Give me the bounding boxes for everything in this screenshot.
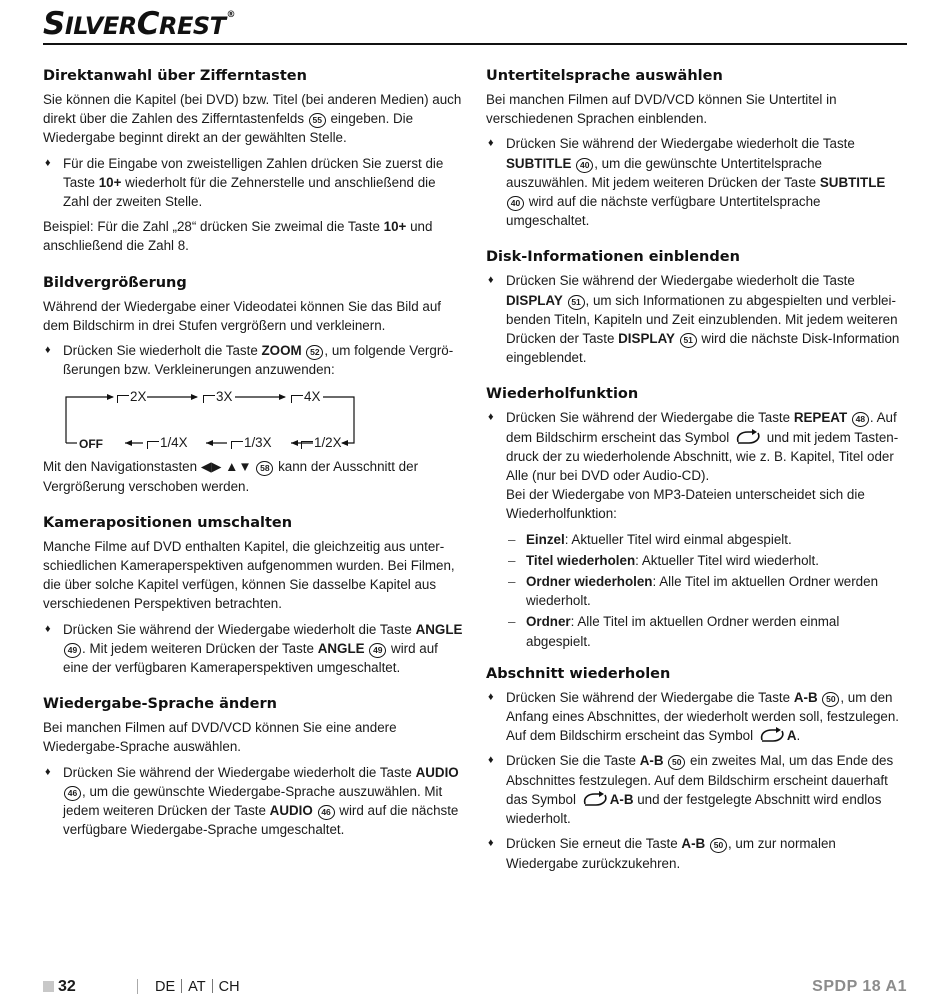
section-title: Disk-Informationen einblenden (486, 249, 740, 266)
diamond-bullet-icon: ♦ (488, 137, 494, 150)
right-column (486, 66, 907, 879)
key-number: 50 (710, 838, 727, 853)
diamond-bullet-icon: ♦ (488, 690, 494, 703)
page-marker-icon (43, 981, 54, 992)
paragraph: Während der Wiedergabe einer Videodatei können Sie das Bild auf dem Bildschirm in drei Stufen vergrößern und verkleinern. (43, 298, 442, 333)
zoom-step-2x: 2X (117, 389, 146, 405)
zoom-step-third: 1/3X (231, 435, 272, 451)
bullet-item: ♦ Drücken Sie während der Wiedergabe wiederholt die Taste SUBTITLE 40 , um die gewünschte Untertitelsprache auszuwählen. Mit jedem weiteren Drücken der Taste SUBTITLE 40 wird auf die nächste verfügbare Untertitelsprache umgeschaltet. (488, 136, 886, 229)
paragraph: Beispiel: Für die Zahl „28“ drücken Sie zweimal die Taste 10+ und anschließend die Zahl 8. (43, 219, 433, 254)
navigation-arrows-icon: ◀▶ ▲▼ (200, 459, 252, 475)
bullet-item: ♦ Drücken Sie während der Wiedergabe wiederholt die Taste ANGLE 49 . Mit jedem weiteren Drücken der Taste ANGLE 49 wird auf eine der verfügbaren Kameraperspektiven umgeschaltet. (45, 621, 463, 676)
bullet-item: ♦ Drücken Sie während der Wiedergabe die Taste REPEAT 48 . Auf dem Bildschirm erscheint das Symbol und mit jedem Tastendruck der zu wiederholende Abschnitt, wie z. B. Kapitel, Titel oder Alle (nur bei DVD oder Audio-CD). Bei der Wiedergabe von MP3-Dateien unterscheidet sich die Wiederholfunktion: (488, 410, 899, 522)
section-title: Wiederholfunktion (486, 386, 639, 403)
divider (137, 979, 138, 994)
diamond-bullet-icon: ♦ (45, 765, 51, 778)
key-number: 52 (306, 345, 323, 360)
model-number: SPDP 18 A1 (812, 978, 907, 995)
diamond-bullet-icon: ♦ (488, 837, 494, 850)
key-number: 49 (369, 643, 386, 658)
key-number: 58 (256, 461, 273, 476)
paragraph: Mit den Navigationstasten ◀▶ ▲▼ 58 kann der Ausschnitt der Vergrößerung verschoben werden. (43, 459, 419, 494)
section-title: Untertitelsprache auswählen (486, 68, 723, 84)
country-codes: DE AT CH (155, 979, 240, 995)
left-column (43, 66, 464, 845)
zoom-step-4x: 4X (291, 389, 320, 405)
paragraph: Bei manchen Filmen auf DVD/VCD können Sie Untertitel in verschiedenen Sprachen einblenden. (486, 92, 837, 127)
key-number: 40 (507, 196, 524, 211)
key-number: 48 (852, 412, 869, 427)
bullet-item: ♦ Drücken Sie während der Wiedergabe wiederholt die Taste DISPLAY 51 , um sich Informationen zu abgespielten und verbleibenden Titeln, Kapiteln und Zeit einzublenden. Mit jedem weiteren Drücken der Taste DISPLAY 51 wird die nächste Disk-Information eingeblendet. (488, 273, 900, 366)
section-title: Direktanwahl über Zifferntasten (43, 68, 307, 84)
diamond-bullet-icon: ♦ (488, 411, 494, 424)
zoom-cycle-diagram (63, 385, 363, 453)
paragraph: Manche Filme auf DVD enthalten Kapitel, die gleichzeitig aus unterschiedlichen Kameraperspektiven aufgenommen wurden. Bei Filmen, die über solche Kapitel verfügen, können Sie dasselbe Kapitel aus verschiedenen Perspektiven betrachten. (43, 538, 455, 612)
zoom-step-quarter: 1/4X (147, 435, 188, 451)
diamond-bullet-icon: ♦ (45, 156, 51, 169)
key-number: 55 (309, 113, 326, 128)
key-number: 46 (64, 786, 81, 801)
header-rule (43, 43, 907, 45)
key-number: 46 (318, 805, 335, 820)
paragraph: Sie können die Kapitel (bei DVD) bzw. Titel (bei anderen Medien) auch direkt über die Zahlen des Zifferntastenfelds 55 eingeben. Die Wiedergabe beginnt direkt an der gewählten Stelle. (43, 92, 462, 146)
list-item: – Ordner: Alle Titel im aktuellen Ordner werden einmal abgespielt. (508, 614, 840, 649)
zoom-step-3x: 3X (203, 389, 232, 405)
zoom-step-off: OFF (79, 437, 103, 452)
section-title: Kamerapositionen umschalten (43, 514, 293, 531)
key-number: 51 (568, 295, 585, 310)
repeat-icon (759, 727, 785, 743)
bullet-item: ♦ Für die Eingabe von zweistelligen Zahlen drücken Sie zuerst die Taste 10+ wiederholt für die Zehnerstelle und anschließend die Zahl der zweiten Stelle. (45, 155, 444, 210)
page-number: 32 (58, 978, 76, 995)
paragraph: Bei manchen Filmen auf DVD/VCD können Sie eine andere Wiedergabe-Sprache auswählen. (43, 720, 397, 755)
diamond-bullet-icon: ♦ (45, 344, 51, 357)
repeat-icon (735, 429, 761, 445)
brand-logo: SILVERCREST® (43, 6, 235, 42)
key-number: 40 (576, 158, 593, 173)
bullet-item: ♦ Drücken Sie erneut die Taste A-B 50 , um zur normalen Wiedergabe zurückzukehren. (488, 836, 836, 871)
bullet-item: ♦ Drücken Sie während der Wiedergabe wiederholt die Taste AUDIO 46 , um die gewünschte Wiedergabe-Sprache auszuwählen. Mit jedem weiteren Drücken der Taste AUDIO 46 wird auf die nächste verfügbare Wiedergabe-Sprache umgeschaltet. (45, 764, 459, 838)
zoom-step-half: 1/2X (301, 435, 342, 451)
diamond-bullet-icon: ♦ (488, 274, 494, 287)
section-title: Wiedergabe-Sprache ändern (43, 696, 277, 713)
repeat-icon (582, 791, 608, 807)
section-title: Bildvergrößerung (43, 274, 187, 291)
section-title: Abschnitt wiederholen (486, 665, 671, 682)
list-item: – Ordner wiederholen: Alle Titel im aktuellen Ordner werden wiederholt. (508, 574, 879, 609)
key-number: 50 (822, 692, 839, 707)
diamond-bullet-icon: ♦ (45, 622, 51, 635)
key-number: 50 (668, 755, 685, 770)
key-number: 51 (680, 333, 697, 348)
key-number: 49 (64, 643, 81, 658)
diamond-bullet-icon: ♦ (488, 754, 494, 767)
list-item: – Einzel: Aktueller Titel wird einmal abgespielt. (508, 531, 792, 547)
list-item: – Titel wiederholen: Aktueller Titel wird wiederholt. (508, 552, 819, 568)
page-footer (43, 978, 907, 998)
bullet-item: ♦ Drücken Sie die Taste A-B 50 ein zweites Mal, um das Ende des Abschnittes festzulegen. Auf dem Bildschirm erscheint dauerhaft das Symbol A-B und der festgelegte Abschnitt wird endlos wiederholt. (488, 753, 894, 827)
bullet-item: ♦ Drücken Sie wiederholt die Taste ZOOM 52 , um folgende Vergrößerungen bzw. Verkleinerungen anzuwenden: (45, 343, 454, 378)
bullet-item: ♦ Drücken Sie während der Wiedergabe die Taste A-B 50 , um den Anfang eines Abschnittes, der wiederholt werden soll, festzulegen. Auf dem Bildschirm erscheint das Symbol A. (488, 689, 900, 744)
